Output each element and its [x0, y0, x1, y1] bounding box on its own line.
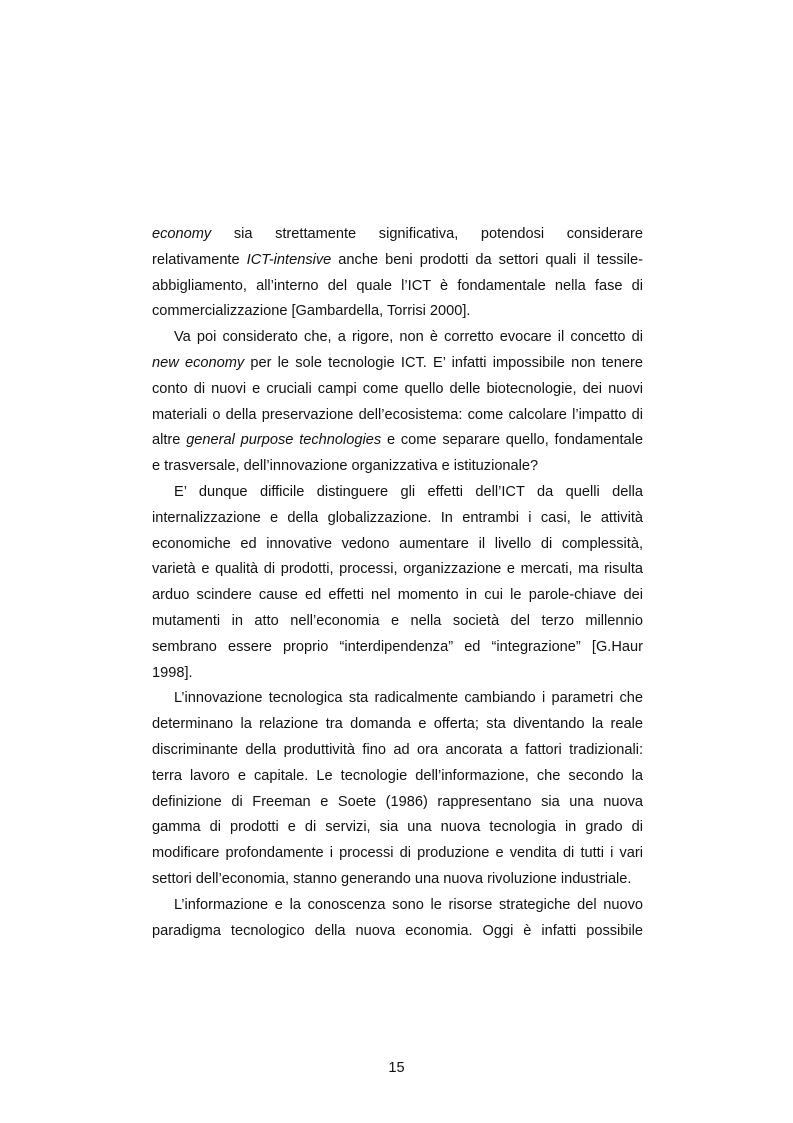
- text-line: [152, 686, 643, 712]
- page-number: 15: [388, 1060, 405, 1076]
- text-run: Va poi considerato che, a rigore, non è corretto evocare il concetto di: [174, 329, 643, 346]
- text-run: commercializzazione [Gambardella, Torrisi 2000].: [152, 303, 471, 320]
- text-line: [152, 790, 643, 816]
- text-line: [152, 712, 643, 738]
- text-line: [152, 815, 643, 841]
- text-run: altre: [152, 432, 187, 449]
- text-run: 1998].: [152, 664, 193, 681]
- text-run: paradigma tecnologico della nuova economia. Oggi è infatti possibile: [152, 922, 643, 939]
- page-body: [152, 222, 643, 962]
- text-run: e trasversale, dell’innovazione organizzativa e istituzionale?: [152, 458, 539, 475]
- text-run: sia strettamente significativa, potendosi considerare: [211, 226, 643, 242]
- text-line: [152, 841, 643, 867]
- italic-term: ICT-intensive: [246, 251, 332, 268]
- text-run: e come separare quello, fondamentale: [381, 432, 643, 449]
- text-run: internalizzazione e della globalizzazione. In entrambi i casi, le attività: [152, 509, 643, 526]
- text-run: abbigliamento, all’interno del quale l’ICT è fondamentale nella fase di: [152, 277, 643, 294]
- italic-term: general purpose technologies: [186, 432, 382, 449]
- paragraph: [152, 686, 643, 892]
- text-run: L’informazione e la conoscenza sono le risorse strategiche del nuovo: [174, 896, 643, 913]
- text-run: gamma di prodotti e di servizi, sia una nuova tecnologia in grado di: [152, 819, 643, 836]
- text-line: [152, 351, 643, 377]
- text-line: [152, 532, 643, 558]
- text-run: sembrano essere proprio “interdipendenza” ed “integrazione” [G.Haur: [152, 638, 643, 655]
- text-run: relativamente: [152, 251, 247, 268]
- text-run: varietà e qualità di prodotti, processi, organizzazione e mercati, ma risulta: [152, 561, 643, 578]
- text-run: determinano la relazione tra domanda e offerta; sta diventando la reale: [152, 716, 643, 733]
- text-run: definizione di Freeman e Soete (1986) rappresentano sia una nuova: [152, 793, 643, 810]
- text-run: E’ dunque difficile distinguere gli effetti dell’ICT da quelli della: [174, 483, 643, 500]
- text-line: [152, 661, 643, 687]
- text-line: [152, 867, 643, 893]
- paragraph: [152, 222, 643, 325]
- text-line: [152, 764, 643, 790]
- text-line: [152, 557, 643, 583]
- text-run: modificare profondamente i processi di produzione e vendita di tutti i vari: [152, 845, 643, 862]
- text-line: [152, 635, 643, 661]
- text-line: [152, 609, 643, 635]
- text-run: mutamenti in atto nell’economia e nella società del terzo millennio: [152, 612, 643, 629]
- text-run: discriminante della produttività fino ad ora ancorata a fattori tradizionali:: [152, 741, 643, 758]
- text-line: [152, 919, 643, 945]
- text-line: [152, 403, 643, 429]
- text-run: per le sole tecnologie ICT. E’ infatti impossibile non tenere: [244, 354, 643, 371]
- text-line: [152, 428, 643, 454]
- text-line: [152, 299, 643, 325]
- text-line: [152, 583, 643, 609]
- text-line: [152, 325, 643, 351]
- text-run: L’innovazione tecnologica sta radicalmente cambiando i parametri che: [174, 690, 643, 707]
- text-run: settori dell’economia, stanno generando una nuova rivoluzione industriale.: [152, 870, 632, 887]
- paragraph: [152, 480, 643, 686]
- text-line: [152, 274, 643, 300]
- text-run: conto di nuovi e cruciali campi come quello delle biotecnologie, dei nuovi: [152, 380, 643, 397]
- text-line: [152, 377, 643, 403]
- text-line: [152, 893, 643, 919]
- text-run: economiche ed innovative vedono aumentare il livello di complessità,: [152, 535, 643, 552]
- italic-term: economy: [152, 226, 212, 242]
- text-run: terra lavoro e capitale. Le tecnologie dell’informazione, che secondo la: [152, 767, 643, 784]
- paragraph: [152, 325, 643, 480]
- text-run: materiali o della preservazione dell’ecosistema: come calcolare l’impatto di: [152, 406, 643, 423]
- paragraph: [152, 893, 643, 945]
- text-line: [152, 454, 643, 480]
- text-run: arduo scindere cause ed effetti nel momento in cui le parole-chiave dei: [152, 587, 643, 604]
- text-line: [152, 738, 643, 764]
- text-line: [152, 506, 643, 532]
- text-line: [152, 480, 643, 506]
- text-run: anche beni prodotti da settori quali il tessile-: [331, 251, 644, 268]
- italic-term: new economy: [152, 354, 245, 371]
- text-line: [152, 248, 643, 274]
- text-line: [152, 222, 643, 248]
